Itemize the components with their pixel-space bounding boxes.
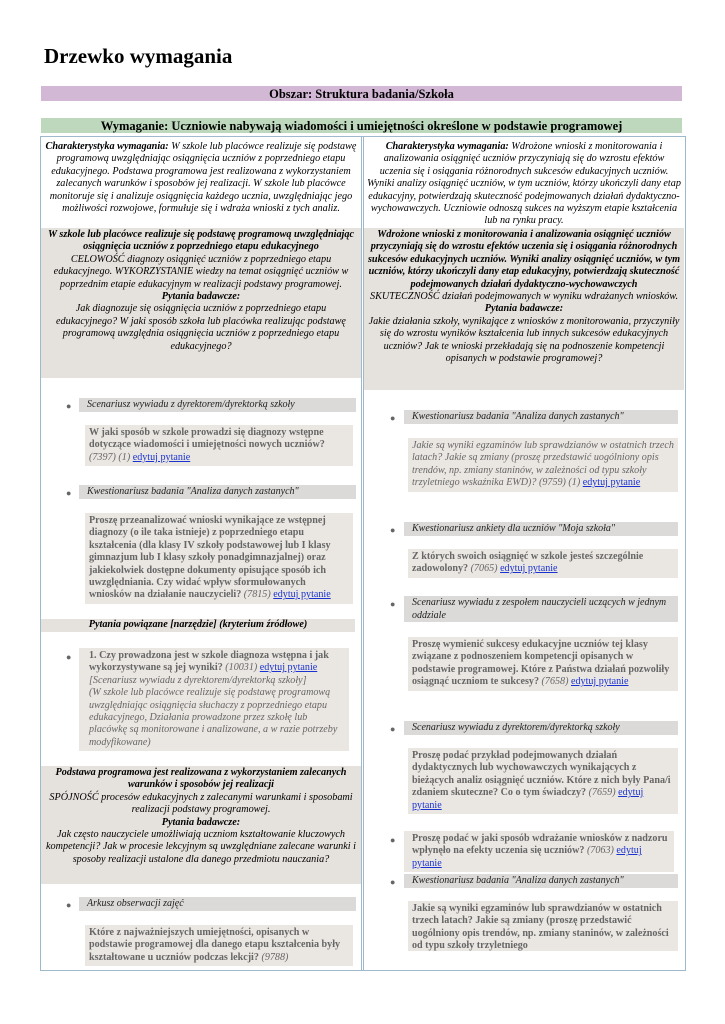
left-question-3 [85, 925, 353, 966]
left-characteristic [41, 139, 361, 217]
right-question-6 [408, 901, 678, 951]
bullet-icon: ● [390, 525, 396, 535]
right-indicator-questions: Jakie działania szkoły, wynikające z wniosków z monitorowania, przyczyniły się do wzrostu wyników kształcenia lub innych sukcesów edukacyjnych uczniów? Jak te wnioski przekładają się na podnoszenie kompetencji opisanych w podstawie programowej? [368, 315, 680, 365]
related-question-1-criterion: (W szkole lub placówce realizuje się podstawę programową uwzględniając osiągnięcia słuchaczy z poprzedniego etapu edukacyjnego, Działania prowadzone przez szkołę lub placówkę są monitorowane i analizowane, a w razie potrzeby modyfikowane) [89, 687, 338, 748]
right-question-4-text: Proszę podać przykład podejmowanych działań dydaktycznych lub wychowawczych wynikających z bieżących analiz osiągnięć uczniów. Które z nich były Pana/i zdaniem skuteczne? Co o tym świadczy? [412, 750, 671, 799]
left-characteristic-label: Charakterystyka wymagania: [45, 141, 169, 152]
left-research-label-2: Pytania badawcze: [161, 816, 241, 828]
right-research-label: Pytania badawcze: [484, 303, 564, 315]
left-research-label-1: Pytania badawcze: [161, 291, 241, 303]
left-question-2-id: (7815) [243, 589, 271, 601]
related-question-1-id: (10031) [225, 662, 258, 674]
right-question-2-id: (7065) [470, 563, 498, 575]
right-characteristic-label: Charakterystyka wymagania: [385, 141, 509, 152]
bullet-icon: ● [66, 488, 72, 498]
left-column [41, 137, 362, 970]
left-characteristic-text: W szkole lub placówce realizuje się podstawę programową uwzględniając osiągnięcia uczniów z poprzedniego etapu edukacyjnego. Podstawa programowa jest realizowana z wykorzystaniem zalecanych warunków i sposobów jej realizacji. W szkole lub placówce monitoruje się i analizuje osiągnięcia każdego ucznia, uwzględniając jego możliwości rozwojowe, formułuje się i wdraża wnioski z tych analiz. [49, 141, 357, 215]
related-question-1-source: [Scenariusz wywiadu z dyrektorem/dyrektorką szkoły] [89, 674, 307, 686]
right-question-3-text: Proszę wymienić sukcesy edukacyjne uczniów tej klasy związane z podnoszeniem kompetencji opisanych w podstawie programowej. Które z Państwa działań pozwoliły osiągnąć uczniom te sukcesy? [412, 639, 670, 688]
right-question-5 [404, 831, 674, 872]
right-tool-4: Scenariusz wywiadu z dyrektorem/dyrektorką szkoły [404, 721, 678, 735]
left-indicator-1-text: CELOWOŚĆ diagnozy osiągnięć uczniów z poprzedniego etapu edukacyjnego. WYKORZYSTANIE wiedzy na temat osiągnięć uczniów w poprzednim etapie edukacyjnym w realizacji podstawy programowej. [53, 253, 349, 290]
bullet-icon: ● [390, 724, 396, 734]
right-column [363, 137, 684, 970]
bullet-icon: ● [390, 413, 396, 423]
left-indicator-2-text: SPÓJNOŚĆ procesów edukacyjnych z zalecanymi warunkami i sposobami realizacji podstawy programowej. [49, 791, 353, 816]
requirement-bar: Wymaganie: Uczniowie nabywają wiadomości i umiejętności określone w podstawie programowej [41, 118, 682, 133]
left-question-1 [85, 425, 353, 466]
right-tool-5: Kwestionariusz badania "Analiza danych zastanych" [404, 874, 678, 888]
left-question-1-id: (7397) (1) [89, 451, 131, 463]
left-question-3-id: (9788) [261, 951, 289, 963]
right-question-1-text: Jakie są wyniki egzaminów lub sprawdzianów w ostatnich trzech latach? Jakie są zmiany (proszę przedstawić uogólniony opis trendów, np. zmiany staninów, w zależności od typu szkoły trzyletniego wskaźnika EWD)? [412, 440, 674, 489]
left-question-2-text: Proszę przeanalizować wnioski wynikające ze wstępnej diagnozy (o ile taka istnieje) z poprzedniego etapu kształcenia (dla klasy IV szkoły podstawowej lub I klasy gimnazjum lub I klasy szkoły ponadgimnazjalnej) oraz jakiekolwiek dostępne dokumenty opisujące sposób ich uwzględniania. Czy widać wpływ sformułowanych wniosków na działanie nauczycieli? [89, 515, 331, 601]
right-characteristic-text: Wdrożone wnioski z monitorowania i analizowania osiągnięć uczniów przyczyniają się do wzrostu efektów uczenia się i osiągania różnorodnych sukcesów edukacyjnych uczniów. Wyniki analizy osiągnięć uczniów, w tym uczniów, którzy ukończyli dany etap edukacyjny, potwierdzają skuteczność podejmowanych działań dydaktyczno-wychowawczych. Uczniowie odnoszą sukces na wyższym etapie kształcenia lub na rynku pracy. [367, 141, 681, 227]
right-indicator-text: SKUTECZNOŚĆ działań podejmowanych w wyniku wdrażanych wniosków. [370, 291, 678, 303]
bullet-icon: ● [390, 599, 396, 609]
right-tool-1: Kwestionariusz badania "Analiza danych zastanych" [404, 410, 678, 424]
left-indicator-2 [41, 766, 361, 884]
right-question-6-text: Jakie są wyniki egzaminów lub sprawdzianów w ostatnich trzech latach? Jakie są zmiany (proszę przedstawić uogólniony opis trendów, np. zmiany staninów, w zależności od typu szkoły trzyletniego [412, 903, 669, 951]
right-question-3-edit-link[interactable]: edytuj pytanie [571, 676, 629, 688]
bullet-icon: ● [390, 835, 396, 845]
right-question-5-id: (7063) [586, 845, 614, 857]
left-tool-2: Kwestionariusz badania "Analiza danych zastanych" [79, 485, 356, 499]
left-question-3-text: Które z najważniejszych umiejętności, opisanych w podstawie programowej dla danego etapu kształcenia były kształtowane u uczniów podczas lekcji? [89, 927, 341, 963]
left-indicator-2-questions: Jak często nauczyciele umożliwiają uczniom kształtowanie kluczowych kompetencji? Jak w procesie lekcyjnym są uwzględniane zalecane warunki i sposoby realizacji ustalone dla danego przedmiotu nauczania? [46, 829, 356, 865]
right-question-1-edit-link[interactable]: edytuj pytanie [582, 477, 641, 489]
right-question-2-text: Z których swoich osiągnięć w szkole jesteś szczególnie zadowolony? [412, 551, 644, 575]
right-indicator-title: Wdrożone wnioski z monitorowania i analizowania osiągnięć uczniów przyczyniają się do wzrostu efektów uczenia się i osiągania różnorodnych sukcesów edukacyjnych uczniów. Wyniki analizy osiągnięć uczniów, w tym uczniów, którzy ukończyli dany etap edukacyjny, potwierdzają skuteczność podejmowanych działań dydaktyczno-wychowawczych [367, 229, 681, 290]
left-indicator-1-title: W szkole lub placówce realizuje się podstawę programową uwzględniając osiągnięcia uczniów z poprzedniego etapu edukacyjnego [47, 229, 355, 253]
right-tool-3: Scenariusz wywiadu z zespołem nauczycieli uczących w jednym oddziale [404, 596, 678, 622]
page-title: Drzewko wymagania [44, 44, 233, 68]
left-question-2 [85, 513, 353, 604]
right-question-4 [408, 748, 678, 814]
requirement-tree-table [40, 136, 686, 971]
right-question-5-text: Proszę podać w jaki sposób wdrażanie wniosków z nadzoru wpłynęło na efekty uczenia się uczniów? [412, 833, 668, 857]
left-tool-1: Scenariusz wywiadu z dyrektorem/dyrektorką szkoły [79, 398, 356, 412]
right-question-1 [408, 438, 678, 492]
right-question-3 [408, 637, 678, 691]
right-question-2 [408, 549, 678, 578]
left-question-1-edit-link[interactable]: edytuj pytanie [132, 451, 191, 463]
right-question-2-edit-link[interactable]: edytuj pytanie [500, 563, 558, 575]
bullet-icon: ● [390, 877, 396, 887]
bullet-icon: ● [66, 900, 72, 910]
left-question-1-text: W jaki sposób w szkole prowadzi się diagnozy wstępne dotyczące wiadomości i umiejętności nowych uczniów? [89, 427, 325, 451]
right-question-4-edit-link[interactable]: edytuj pytanie [412, 787, 644, 811]
area-bar: Obszar: Struktura badania/Szkoła [41, 86, 682, 101]
left-indicator-1-questions: Jak diagnozuje się osiągnięcia uczniów z poprzedniego etapu edukacyjnego? W jaki sposób szkoła lub placówka realizując podstawę programową uwzględnia osiągnięcia uczniów z poprzedniego etapu edukacyjnego? [56, 303, 346, 352]
left-indicator-1 [41, 228, 361, 378]
right-characteristic [364, 139, 684, 230]
bullet-icon: ● [66, 652, 72, 662]
left-indicator-2-title: Podstawa programowa jest realizowana z wykorzystaniem zalecanych warunków i sposobów jej realizacji [55, 767, 347, 791]
right-question-5-edit-link[interactable]: edytuj pytanie [412, 845, 642, 869]
right-question-4-id: (7659) [588, 787, 616, 799]
left-tool-3: Arkusz obserwacji zajęć [79, 897, 356, 911]
right-question-1-id: (9759) (1) [539, 477, 581, 489]
related-question-1 [79, 648, 349, 751]
related-question-1-edit-link[interactable]: edytuj pytanie [259, 662, 318, 674]
bullet-icon: ● [66, 401, 72, 411]
right-indicator [364, 228, 684, 390]
right-question-3-id: (7658) [541, 676, 569, 688]
right-tool-2: Kwestionariusz ankiety dla uczniów "Moja szkoła" [404, 522, 678, 536]
related-questions-heading: Pytania powiązane [narzędzie] (kryterium źródłowe) [41, 619, 355, 632]
left-question-2-edit-link[interactable]: edytuj pytanie [273, 589, 331, 601]
related-question-1-text: 1. Czy prowadzona jest w szkole diagnoza wstępna i jak wykorzystywane są jej wyniki? [89, 650, 329, 674]
